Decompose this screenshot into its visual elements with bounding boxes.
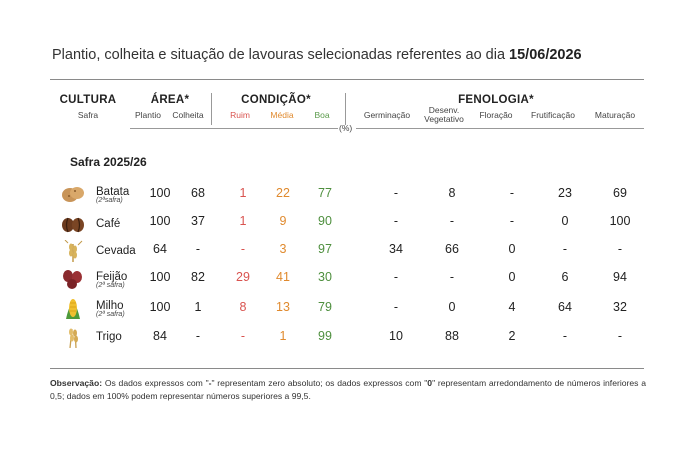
cell-maturacao: - — [617, 329, 623, 343]
header-condicao: CONDIÇÃO* — [241, 94, 311, 106]
header-area: ÁREA* — [150, 94, 190, 106]
cell-floracao: 4 — [508, 300, 516, 314]
header-cultura: CULTURA — [59, 94, 117, 106]
cell-maturacao: 100 — [609, 214, 631, 228]
cell-frutificacao: 0 — [561, 214, 569, 228]
top-rule — [50, 79, 644, 80]
crop-name-cafe: Café — [96, 218, 121, 230]
cell-plantio: 100 — [149, 300, 171, 314]
cell-colheita: 37 — [191, 214, 205, 228]
cell-plantio: 100 — [149, 186, 171, 200]
cell-floracao: 2 — [508, 329, 516, 343]
cell-media: 22 — [276, 186, 290, 200]
cell-frutificacao: 23 — [558, 186, 572, 200]
pct-line-right — [356, 128, 644, 129]
cell-ruim: 8 — [239, 300, 247, 314]
cell-media: 41 — [276, 270, 290, 284]
cell-germinacao: - — [393, 214, 399, 228]
cell-frutificacao: - — [562, 329, 568, 343]
cell-desenv-vegetativo: 0 — [448, 300, 456, 314]
cell-plantio: 100 — [149, 270, 171, 284]
cell-colheita: 68 — [191, 186, 205, 200]
bottom-rule — [50, 368, 644, 369]
cell-colheita: - — [195, 242, 201, 256]
crop-name-cevada: Cevada — [96, 245, 136, 257]
cell-ruim: 1 — [239, 186, 247, 200]
cell-ruim: - — [240, 329, 246, 343]
header-divider — [211, 93, 212, 125]
cell-media: 1 — [279, 329, 287, 343]
cell-maturacao: 32 — [613, 300, 627, 314]
cell-boa: 97 — [318, 242, 332, 256]
cell-desenv-vegetativo: - — [449, 214, 455, 228]
header-germinacao: Germinação — [363, 110, 411, 120]
wheat-icon — [60, 326, 86, 348]
cell-boa: 30 — [318, 270, 332, 284]
cell-plantio: 84 — [153, 329, 167, 343]
header-fenologia: FENOLOGIA* — [458, 94, 534, 106]
cell-germinacao: - — [393, 300, 399, 314]
cell-boa: 79 — [318, 300, 332, 314]
cell-germinacao: - — [393, 270, 399, 284]
header-frutificacao: Frutificação — [531, 110, 575, 120]
header-media: Média — [270, 110, 294, 120]
cell-colheita: 82 — [191, 270, 205, 284]
cell-colheita: - — [195, 329, 201, 343]
cell-floracao: 0 — [508, 242, 516, 256]
header-boa: Boa — [314, 110, 330, 120]
header-ruim: Ruim — [230, 110, 250, 120]
cell-frutificacao: 64 — [558, 300, 572, 314]
safra-label: Safra 2025/26 — [70, 155, 147, 169]
cell-boa: 99 — [318, 329, 332, 343]
cell-desenv-vegetativo: 8 — [448, 186, 456, 200]
cell-plantio: 100 — [149, 214, 171, 228]
coffee-bean-icon — [60, 214, 86, 236]
cell-boa: 90 — [318, 214, 332, 228]
cell-frutificacao: - — [562, 242, 568, 256]
header-desenv: Desenv. Vegetativo — [424, 105, 464, 124]
potato-icon — [60, 183, 86, 205]
report-date: 15/06/2026 — [509, 47, 582, 63]
header-colheita: Colheita — [172, 110, 204, 120]
cell-ruim: 1 — [239, 214, 247, 228]
header-divider — [345, 93, 346, 125]
cell-frutificacao: 6 — [561, 270, 569, 284]
crop-name-batata: Batata (2ªsafra) — [96, 186, 130, 204]
cell-desenv-vegetativo: 88 — [445, 329, 459, 343]
cell-floracao: 0 — [508, 270, 516, 284]
cell-floracao: - — [509, 186, 515, 200]
cell-ruim: - — [240, 242, 246, 256]
crop-name-trigo: Trigo — [96, 331, 122, 343]
cell-maturacao: 94 — [613, 270, 627, 284]
cell-floracao: - — [509, 214, 515, 228]
cell-maturacao: - — [617, 242, 623, 256]
header-floracao: Floração — [479, 110, 513, 120]
observation-note: Observação: Os dados expressos com "-" representam zero absoluto; os dados expressos com "0" representam arredondamento de números inferiores a 0,5; dados em 100% podem representar números superiores a 99,5. — [50, 378, 646, 401]
cell-desenv-vegetativo: - — [449, 270, 455, 284]
cell-colheita: 1 — [194, 300, 202, 314]
cell-boa: 77 — [318, 186, 332, 200]
cell-media: 3 — [279, 242, 287, 256]
cell-germinacao: 34 — [389, 242, 403, 256]
cell-ruim: 29 — [236, 270, 250, 284]
cell-plantio: 64 — [153, 242, 167, 256]
cell-germinacao: 10 — [389, 329, 403, 343]
cell-germinacao: - — [393, 186, 399, 200]
header-plantio: Plantio — [135, 110, 161, 120]
cell-media: 13 — [276, 300, 290, 314]
header-maturacao: Maturação — [594, 110, 636, 120]
corn-icon — [60, 297, 86, 319]
crop-name-milho: Milho (2ª safra) — [96, 300, 125, 318]
barley-icon — [60, 240, 86, 262]
bean-icon — [60, 268, 86, 290]
pct-line-left — [130, 128, 338, 129]
header-safra: Safra — [77, 110, 99, 120]
cell-media: 9 — [279, 214, 287, 228]
pct-label: (%) — [339, 123, 353, 133]
cell-maturacao: 69 — [613, 186, 627, 200]
page-title: Plantio, colheita e situação de lavouras selecionadas referentes ao dia 15/06/2026 — [52, 47, 582, 63]
cell-desenv-vegetativo: 66 — [445, 242, 459, 256]
crop-name-feijao: Feijão (2ª safra) — [96, 271, 128, 289]
